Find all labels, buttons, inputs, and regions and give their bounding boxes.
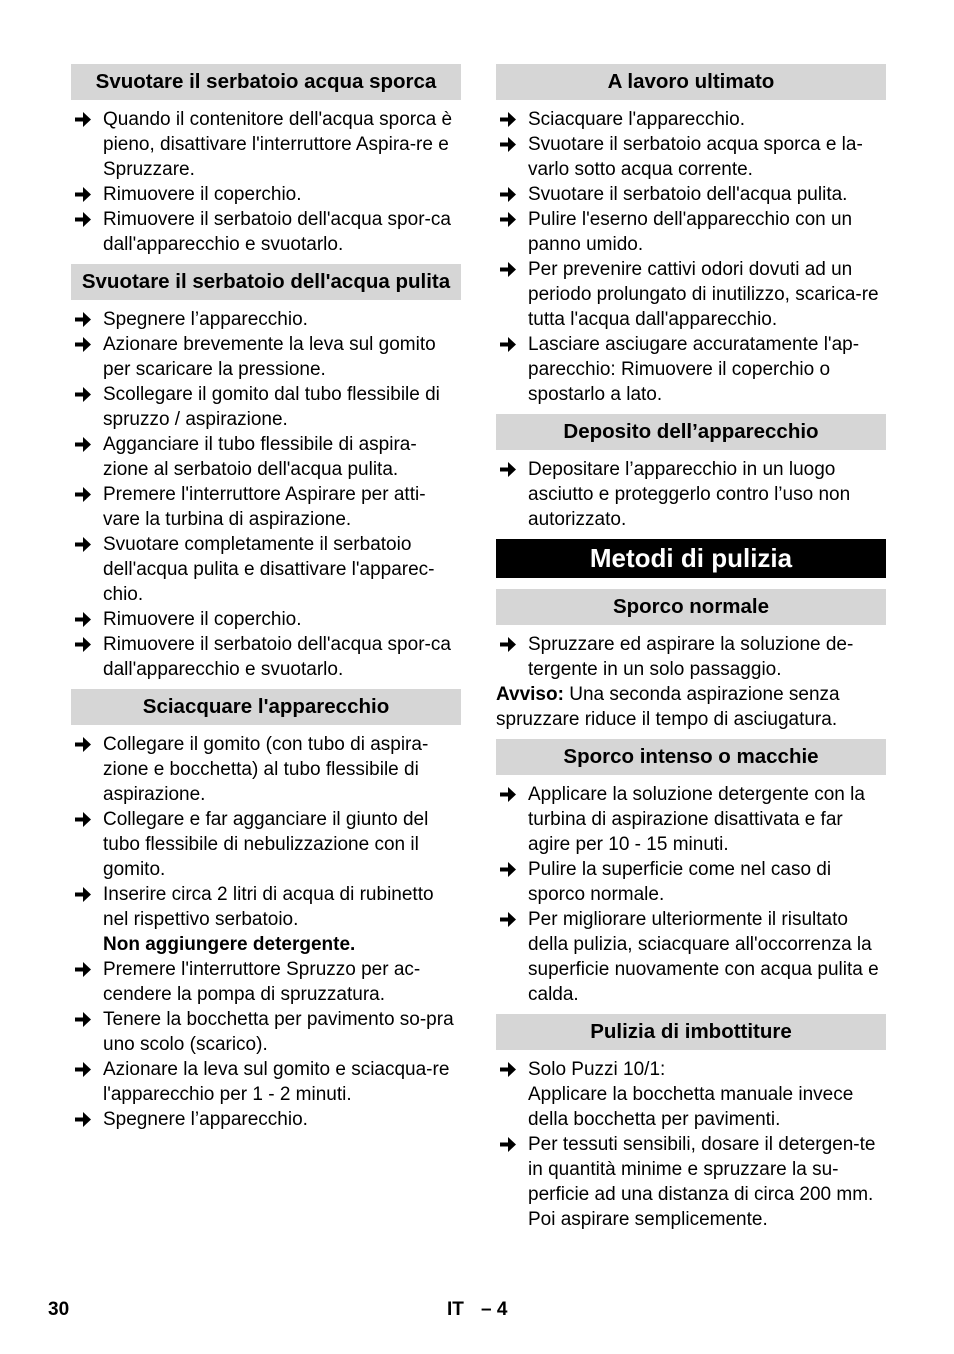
steps-list — [71, 957, 461, 1132]
arrow-right-icon — [500, 787, 516, 802]
step-item — [71, 432, 461, 482]
step-text: Per prevenire cattivi odori dovuti ad un periodo prolungato di inutilizzo, scarica-re tutta l'acqua dall'apparecchio. — [528, 259, 879, 330]
steps-list — [496, 632, 886, 682]
step-text: Rimuovere il coperchio. — [103, 609, 302, 630]
notice-paragraph — [496, 682, 886, 732]
step-text: Sciacquare l'apparecchio. — [528, 109, 745, 130]
step-text: Pulire la superficie come nel caso di sporco normale. — [528, 859, 832, 905]
step-text: Pulire l'eserno dell'apparecchio con un panno umido. — [528, 209, 853, 255]
arrow-right-icon — [500, 187, 516, 202]
arrow-right-icon — [75, 1062, 91, 1077]
step-item — [71, 732, 461, 807]
arrow-right-icon — [500, 637, 516, 652]
section-heading-upholstery: Pulizia di imbottiture — [496, 1014, 886, 1050]
step-item — [496, 857, 886, 907]
arrow-right-icon — [500, 862, 516, 877]
step-text: Premere l'interruttore Aspirare per atti-vare la turbina di aspirazione. — [103, 484, 426, 530]
step-text: Azionare la leva sul gomito e sciacqua-re l'apparecchio per 1 - 2 minuti. — [103, 1059, 450, 1105]
arrow-right-icon — [500, 337, 516, 352]
step-text: Spegnere l’apparecchio. — [103, 309, 308, 330]
step-item — [71, 207, 461, 257]
arrow-right-icon — [500, 462, 516, 477]
arrow-right-icon — [75, 437, 91, 452]
step-text: Per tessuti sensibili, dosare il detergen-te in quantità minime e spruzzare la su-perficie ad una distanza di circa 200 mm. Poi aspirare semplicemente. — [528, 1134, 876, 1230]
step-item — [71, 632, 461, 682]
step-text: Spruzzare ed aspirare la soluzione de-tergente in un solo passaggio. — [528, 634, 854, 680]
steps-list — [496, 457, 886, 532]
step-item — [496, 1057, 886, 1132]
step-item — [71, 107, 461, 182]
step-item — [496, 207, 886, 257]
step-text: Rimuovere il serbatoio dell'acqua spor-ca dall'apparecchio e svuotarlo. — [103, 634, 451, 680]
step-item — [71, 607, 461, 632]
step-item — [496, 457, 886, 532]
steps-list — [71, 107, 461, 257]
step-item — [71, 382, 461, 432]
section-heading-after-work: A lavoro ultimato — [496, 64, 886, 100]
arrow-right-icon — [75, 1012, 91, 1027]
step-item — [496, 107, 886, 132]
step-item — [71, 1107, 461, 1132]
arrow-right-icon — [500, 912, 516, 927]
step-text: Tenere la bocchetta per pavimento so-pra uno scolo (scarico). — [103, 1009, 454, 1055]
step-item — [71, 332, 461, 382]
step-text: Depositare l’apparecchio in un luogo asciutto e proteggerlo contro l’uso non autorizzato. — [528, 459, 851, 530]
step-item — [71, 882, 461, 932]
arrow-right-icon — [75, 312, 91, 327]
arrow-right-icon — [75, 537, 91, 552]
step-text: Svuotare completamente il serbatoio dell'acqua pulita e disattivare l'apparec-chio. — [103, 534, 435, 605]
step-item — [496, 132, 886, 182]
steps-list — [496, 107, 886, 407]
arrow-right-icon — [75, 962, 91, 977]
step-item — [496, 1132, 886, 1232]
step-item — [496, 332, 886, 407]
section-heading-rinse-appliance: Sciacquare l'apparecchio — [71, 689, 461, 725]
arrow-right-icon — [500, 262, 516, 277]
step-item — [496, 782, 886, 857]
right-column — [496, 64, 886, 1239]
arrow-right-icon — [75, 212, 91, 227]
arrow-right-icon — [500, 1062, 516, 1077]
section-heading-heavy-dirt: Sporco intenso o macchie — [496, 739, 886, 775]
step-item — [71, 482, 461, 532]
step-item — [71, 182, 461, 207]
arrow-right-icon — [75, 112, 91, 127]
step-item — [71, 1057, 461, 1107]
step-item — [71, 957, 461, 1007]
step-text: Quando il contenitore dell'acqua sporca è pieno, disattivare l'interruttore Aspira-re e Spruzzare. — [103, 109, 453, 180]
notice-label: Avviso: — [496, 684, 564, 705]
arrow-right-icon — [75, 812, 91, 827]
arrow-right-icon — [75, 1112, 91, 1127]
step-item — [496, 257, 886, 332]
step-item — [71, 307, 461, 332]
left-column — [71, 64, 461, 1139]
step-item — [71, 532, 461, 607]
step-text: Lasciare asciugare accuratamente l'ap-parecchio: Rimuovere il coperchio o spostarlo a lato. — [528, 334, 860, 405]
step-text: Per migliorare ulteriormente il risultato della pulizia, sciacquare all'occorrenza la superficie nuovamente con acqua pulita e calda. — [528, 909, 879, 1005]
step-text: Agganciare il tubo flessibile di aspira-zione al serbatoio dell'acqua pulita. — [103, 434, 417, 480]
arrow-right-icon — [75, 737, 91, 752]
arrow-right-icon — [75, 637, 91, 652]
step-text: Collegare e far agganciare il giunto del tubo flessibile di nebulizzazione con il gomito. — [103, 809, 429, 880]
arrow-right-icon — [500, 1137, 516, 1152]
arrow-right-icon — [75, 487, 91, 502]
step-text: Inserire circa 2 litri di acqua di rubinetto nel rispettivo serbatoio. — [103, 884, 434, 930]
subpage-number: – 4 — [481, 1299, 508, 1320]
steps-list — [496, 782, 886, 1007]
step-text: Azionare brevemente la leva sul gomito per scaricare la pressione. — [103, 334, 436, 380]
steps-list — [71, 307, 461, 682]
chapter-heading-cleaning-methods: Metodi di pulizia — [496, 539, 886, 578]
arrow-right-icon — [75, 612, 91, 627]
step-item — [71, 1007, 461, 1057]
steps-list — [71, 732, 461, 932]
step-text: Svuotare il serbatoio acqua sporca e la-varlo sotto acqua corrente. — [528, 134, 863, 180]
step-item — [71, 807, 461, 882]
page-number: 30 — [48, 1299, 70, 1320]
step-item — [496, 632, 886, 682]
arrow-right-icon — [75, 887, 91, 902]
section-heading-empty-clean-tank: Svuotare il serbatoio dell'acqua pulita — [71, 264, 461, 300]
step-item — [496, 182, 886, 207]
step-text: Applicare la soluzione detergente con la turbina di aspirazione disattivata e far agire per 10 - 15 minuti. — [528, 784, 865, 855]
arrow-right-icon — [500, 137, 516, 152]
arrow-right-icon — [500, 212, 516, 227]
section-heading-normal-dirt: Sporco normale — [496, 589, 886, 625]
arrow-right-icon — [75, 187, 91, 202]
arrow-right-icon — [75, 387, 91, 402]
step-text: Spegnere l’apparecchio. — [103, 1109, 308, 1130]
language-code: IT — [447, 1299, 464, 1320]
arrow-right-icon — [500, 112, 516, 127]
notice-text: Una seconda aspirazione senza spruzzare riduce il tempo di asciugatura. — [496, 684, 840, 730]
note-no-detergent: Non aggiungere detergente. — [103, 934, 356, 955]
step-text: Premere l'interruttore Spruzzo per ac-cendere la pompa di spruzzatura. — [103, 959, 421, 1005]
step-text: Svuotare il serbatoio dell'acqua pulita. — [528, 184, 848, 205]
step-text: Collegare il gomito (con tubo di aspira-zione e bocchetta) al tubo flessibile di aspirazione. — [103, 734, 429, 805]
arrow-right-icon — [75, 337, 91, 352]
section-heading-storage: Deposito dell’apparecchio — [496, 414, 886, 450]
steps-list — [496, 1057, 886, 1232]
step-text: Rimuovere il serbatoio dell'acqua spor-ca dall'apparecchio e svuotarlo. — [103, 209, 451, 255]
step-item — [496, 907, 886, 1007]
section-heading-empty-dirty-tank: Svuotare il serbatoio acqua sporca — [71, 64, 461, 100]
step-text: Scollegare il gomito dal tubo flessibile di spruzzo / aspirazione. — [103, 384, 440, 430]
step-text: Rimuovere il coperchio. — [103, 184, 302, 205]
step-text: Solo Puzzi 10/1: Applicare la bocchetta manuale invece della bocchetta per pavimenti. — [528, 1059, 854, 1130]
